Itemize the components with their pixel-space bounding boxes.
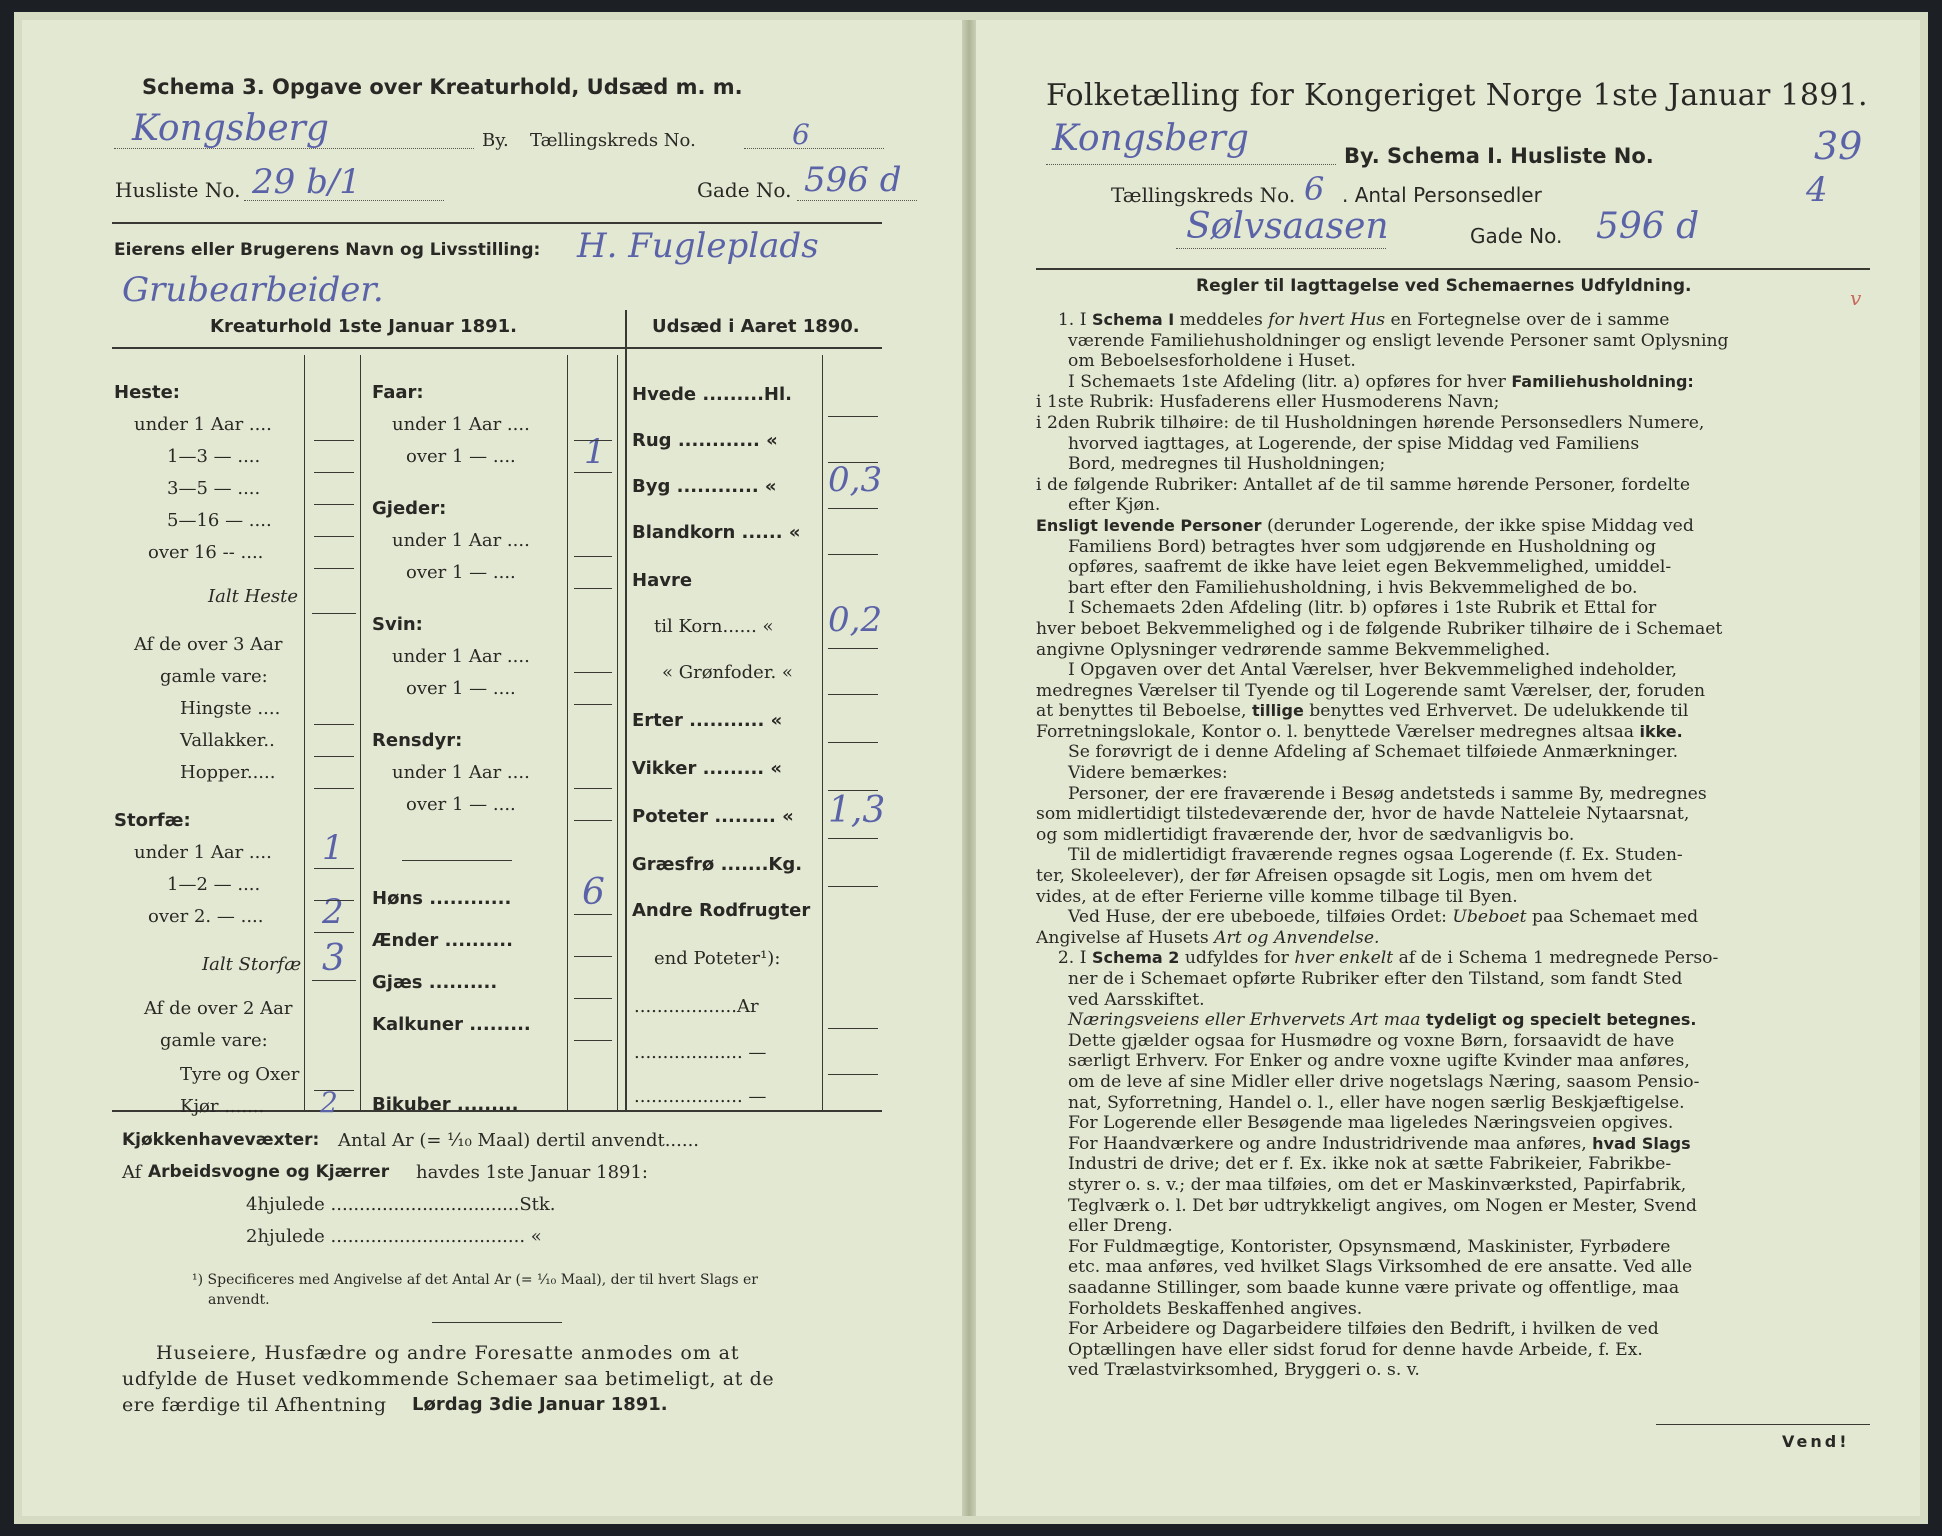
city-handwritten-right: Kongsberg xyxy=(1052,118,1249,159)
svin-row: over 1 — .... xyxy=(406,678,516,699)
gamle-vare-2: gamle vare: xyxy=(160,1030,268,1051)
husliste-label: Husliste No. xyxy=(115,178,241,202)
rensdyr-row: over 1 — .... xyxy=(406,794,516,815)
kreds-value: 6 xyxy=(792,118,810,151)
left-page-schema-3 xyxy=(22,20,962,1516)
rules-title: Regler til Iagttagelse ved Schemaernes Udfyldning. xyxy=(1196,276,1692,296)
street-handwritten: Sølvsaasen xyxy=(1186,206,1389,247)
gjaes-row: Gjæs .......... xyxy=(372,972,498,993)
schema3-title: Schema 3. Opgave over Kreaturhold, Udsæd m. m. xyxy=(142,75,743,99)
arbeidsvogne-label: Arbeidsvogne og Kjærrer xyxy=(148,1162,390,1182)
notice-line-1: Huseiere, Husfædre og andre Foresatte anmodes om at xyxy=(156,1342,740,1364)
kreds-label-right: Tællingskreds No. xyxy=(1111,183,1296,207)
margin-check-mark: v xyxy=(1850,286,1862,310)
kreaturhold-header: Kreaturhold 1ste Januar 1891. xyxy=(210,316,517,337)
faar-over1-value: 1 xyxy=(584,432,606,472)
rug-row: Rug ............ « xyxy=(632,430,778,451)
hons-row: Høns ............ xyxy=(372,888,512,909)
af-over-3-aar: Af de over 3 Aar xyxy=(134,634,283,655)
hopper: Hopper..... xyxy=(180,762,276,783)
havre-til-korn: til Korn...... « xyxy=(654,616,774,637)
kjor: Kjør ....... xyxy=(180,1096,265,1117)
vend-label: Vend! xyxy=(1782,1432,1850,1451)
byg-row: Byg ............ « xyxy=(632,476,777,497)
faar-row: under 1 Aar .... xyxy=(392,414,530,435)
faar-heading: Faar: xyxy=(372,382,424,403)
gjeder-row: under 1 Aar .... xyxy=(392,530,530,551)
bikuber-row: Bikuber ......... xyxy=(372,1094,519,1115)
byg-value: 0,3 xyxy=(828,460,883,500)
census-title: Folketælling for Kongeriget Norge 1ste Januar 1891. xyxy=(1046,78,1868,113)
havre-heading: Havre xyxy=(632,570,693,591)
kreds-value-right: 6 xyxy=(1304,170,1325,208)
storfae-under1-value: 1 xyxy=(322,828,344,868)
heste-row: 3—5 — .... xyxy=(167,478,261,499)
hingste: Hingste .... xyxy=(180,698,281,719)
notice-line-2: udfylde de Huset vedkommende Schemaer saa betimeligt, at de xyxy=(122,1368,775,1390)
storfae-row: 1—2 — .... xyxy=(167,874,261,895)
aender-row: Ænder .......... xyxy=(372,930,513,951)
rensdyr-heading: Rensdyr: xyxy=(372,730,463,751)
scanned-sheet xyxy=(14,12,1928,1524)
rensdyr-row: under 1 Aar .... xyxy=(392,762,530,783)
notice-line-3-date: Lørdag 3die Januar 1891. xyxy=(412,1394,668,1415)
tyre-og-oxer: Tyre og Oxer xyxy=(180,1064,300,1085)
gade-label-right: Gade No. xyxy=(1470,224,1563,248)
rodfrugter-line-3: ................... — xyxy=(634,1086,767,1107)
rodfrugter-line-2: ................... — xyxy=(634,1042,767,1063)
arbeidsvogne-rest: havdes 1ste Januar 1891: xyxy=(416,1162,648,1183)
antal-personsedler-label: . Antal Personsedler xyxy=(1342,183,1542,207)
hons-value: 6 xyxy=(582,872,605,913)
vikker-row: Vikker ......... « xyxy=(632,758,783,779)
kreds-label: Tællingskreds No. xyxy=(530,130,696,151)
havre-gronfoder: « Grønfoder. « xyxy=(662,662,793,683)
husliste-value: 29 b/1 xyxy=(252,162,361,202)
blandkorn-row: Blandkorn ...... « xyxy=(632,522,801,543)
rodfrugter-line-1: ..................Ar xyxy=(634,996,759,1017)
faar-row: over 1 — .... xyxy=(406,446,516,467)
havre-til-korn-value: 0,2 xyxy=(828,600,883,640)
heste-row: under 1 Aar .... xyxy=(134,414,272,435)
vallakker: Vallakker.. xyxy=(180,730,275,751)
gjeder-row: over 1 — .... xyxy=(406,562,516,583)
gade-value: 596 d xyxy=(804,160,902,200)
hvede-row: Hvede .........Hl. xyxy=(632,384,792,405)
antal-personsedler-value: 4 xyxy=(1806,170,1828,210)
owner-label: Eierens eller Brugerens Navn og Livsstilling: xyxy=(114,240,541,260)
owner-name-handwritten: H. Fugleplads xyxy=(577,226,819,266)
svin-heading: Svin: xyxy=(372,614,423,635)
heste-heading: Heste: xyxy=(114,382,180,403)
kalkuner-row: Kalkuner ......... xyxy=(372,1014,531,1035)
gade-value-right: 596 d xyxy=(1596,206,1700,247)
ialt-storfae-value: 3 xyxy=(322,938,345,979)
heste-row: 5—16 — .... xyxy=(167,510,272,531)
kjor-value: 2 xyxy=(320,1086,338,1119)
poteter-value: 1,3 xyxy=(828,790,886,831)
ialt-storfae: Ialt Storfæ xyxy=(202,954,302,975)
af-over-2-aar: Af de over 2 Aar xyxy=(144,998,293,1019)
udsaed-header: Udsæd i Aaret 1890. xyxy=(652,316,860,337)
andre-rodfrugter: Andre Rodfrugter xyxy=(632,900,811,921)
poteter-row: Poteter ......... « xyxy=(632,806,794,827)
right-page-schema-1 xyxy=(976,20,1920,1516)
arbeidsvogne-pre: Af xyxy=(122,1162,142,1183)
storfae-row: under 1 Aar .... xyxy=(134,842,272,863)
heste-row: over 16 -- .... xyxy=(148,542,264,563)
notice-line-3-pre: ere færdige til Afhentning xyxy=(122,1394,387,1416)
by-schema-husliste-label: By. Schema I. Husliste No. xyxy=(1344,144,1654,168)
gamle-vare: gamle vare: xyxy=(160,666,268,687)
heste-row: 1—3 — .... xyxy=(167,446,261,467)
svin-row: under 1 Aar .... xyxy=(392,646,530,667)
fire-hjulede: 4hjulede .................................Stk. xyxy=(246,1194,556,1215)
kjokkenhave-rest: Antal Ar (= ¹⁄₁₀ Maal) dertil anvendt...... xyxy=(338,1130,700,1151)
husliste-value-right: 39 xyxy=(1814,124,1863,168)
city-handwritten: Kongsberg xyxy=(132,108,329,149)
graesfro-row: Græsfrø .......Kg. xyxy=(632,854,803,875)
gjeder-heading: Gjeder: xyxy=(372,498,447,519)
gade-label: Gade No. xyxy=(697,178,792,202)
kjokkenhave-label: Kjøkkenhavevæxter: xyxy=(122,1130,320,1150)
footnote-cont: anvendt. xyxy=(208,1292,270,1308)
end-poteter: end Poteter¹): xyxy=(654,948,781,969)
book-spine xyxy=(962,20,976,1516)
ialt-heste: Ialt Heste xyxy=(208,586,299,607)
erter-row: Erter ........... « xyxy=(632,710,783,731)
storfae-over2-value: 2 xyxy=(322,892,344,932)
storfae-heading: Storfæ: xyxy=(114,810,191,831)
storfae-row: over 2. — .... xyxy=(148,906,264,927)
owner-occupation-handwritten: Grubearbeider. xyxy=(122,270,384,310)
by-label: By. xyxy=(482,130,509,151)
to-hjulede: 2hjulede .................................. « xyxy=(246,1226,542,1247)
footnote: ¹) Specificeres med Angivelse af det Antal Ar (= ¹⁄₁₀ Maal), der til hvert Slags er xyxy=(192,1272,758,1288)
rules-text: 1. I Schema I meddeles for hvert Hus en Fortegnelse over de i samme værende Familiehusholdninger og ensligt levende Personer samt Oplysning om Beboelsesforholdene i Huset. I Schemaets 1ste Afdeling (litr. a) opføres for hver Familiehusholdning: i 1ste Rubrik: Husfaderens eller Husmoderens Navn; i 2den Rubrik tilhøire: de til Husholdningen hørende Personsedlers Numere, hvorved iagttages, at Logerende, der spise Middag ved Familiens Bord, medregnes til Husholdningen; i de følgende Rubriker: Antallet af de til samme hørende Personer, fordelte efter Kjøn. Ensligt levende Personer (derunder Logerende, der ikke spise Middag ved Familiens Bord) betragtes hver som udgjørende en Husholdning og opføres, saafremt de ikke have leiet egen Bekvemmelighed, umiddel- bart efter den Familiehusholdning, i hvis Bekvemmelighed de bo. I Schemaets 2den Afdeling (litr. b) opføres i 1ste Rubrik et Ettal for hver beboet Bekvemmelighed og i de følgende Rubriker tilhøire de i Schemaet angivne Oplysninger vedrørende samme Bekvemmelighed. I Opgaven over det Antal Værelser, hver Bekvemmelighed indeholder, medregnes Værelser til Tyende og til Logerende samt Værelser, der, foruden at benyttes til Beboelse, tillige benyttes ved Erhvervet. De udelukkende til Forretningslokale, Kontor o. l. benyttede Værelser medregnes altsaa ikke. Se forøvrigt de i denne Afdeling af Schemaet tilføiede Anmærkninger. Videre bemærkes: Personer, der ere fraværende i Besøg andetsteds i samme By, medregnes som midlertidigt tilstedeværende der, hvor de havde Natteleie Nytaarsnat, og som midlertidigt fraværende der, hvor de sædvanligvis bo. Til de midlertidigt fraværende regnes ogsaa Logerende (f. Ex. Studen- ter, Skoleelever), der før Afreisen opsagde sit Logis, men om hvem det vides, at de efter Ferierne ville komme tilbage til Byen. Ved Huse, der ere ubeboede, tilføies Ordet: Ubeboet paa Schemaet med Angivelse af Husets Art og Anvendelse. 2. I Schema 2 udfyldes for hver enkelt af de i Schema 1 medregnede Perso- ner de i Schemaet opførte Rubriker efter den Tilstand, som fandt Sted ved Aarsskiftet. Næringsveiens eller Erhvervets Art maa tydeligt og specielt betegnes. Dette gjælder ogsaa for Husmødre og voxne Børn, forsaavidt de have særligt Erhverv. For Enker og andre voxne ugifte Kvinder maa anføres, om de leve af sine Midler eller drive nogetslags Næring, saasom Pensio- nat, Syforretning, Handel o. l., eller have nogen særlig Beskjæftigelse. For Logerende eller Besøgende maa ligeledes Næringsveien opgives. For Haandværkere og andre Industridrivende maa anføres, hvad Slags Industri de drive; det er f. Ex. ikke nok at sætte Fabrikeier, Fabrikbe- styrer o. s. v.; der maa tilføies, om det er Maskinværksted, Papirfabrik, Teglværk o. l. Det bør udtrykkeligt angives, om Nogen er Mester, Svend eller Dreng. For Fuldmægtige, Kontorister, Opsynsmænd, Maskinister, Fyrbødere etc. maa anføres, ved hvilket Slags Virksomhed de ere ansatte. Ved alle saadanne Stillinger, som baade kunne være private og offentlige, maa Forholdets Beskaffenhed angives. For Arbeidere og Dagarbeidere tilføies den Bedrift, i hvilken de ved Optællingen have eller sidst forud for denne havde Arbeide, f. Ex. ved Trælastvirksomhed, Bryggeri o. s. v. xyxy=(1036,310,1729,1381)
